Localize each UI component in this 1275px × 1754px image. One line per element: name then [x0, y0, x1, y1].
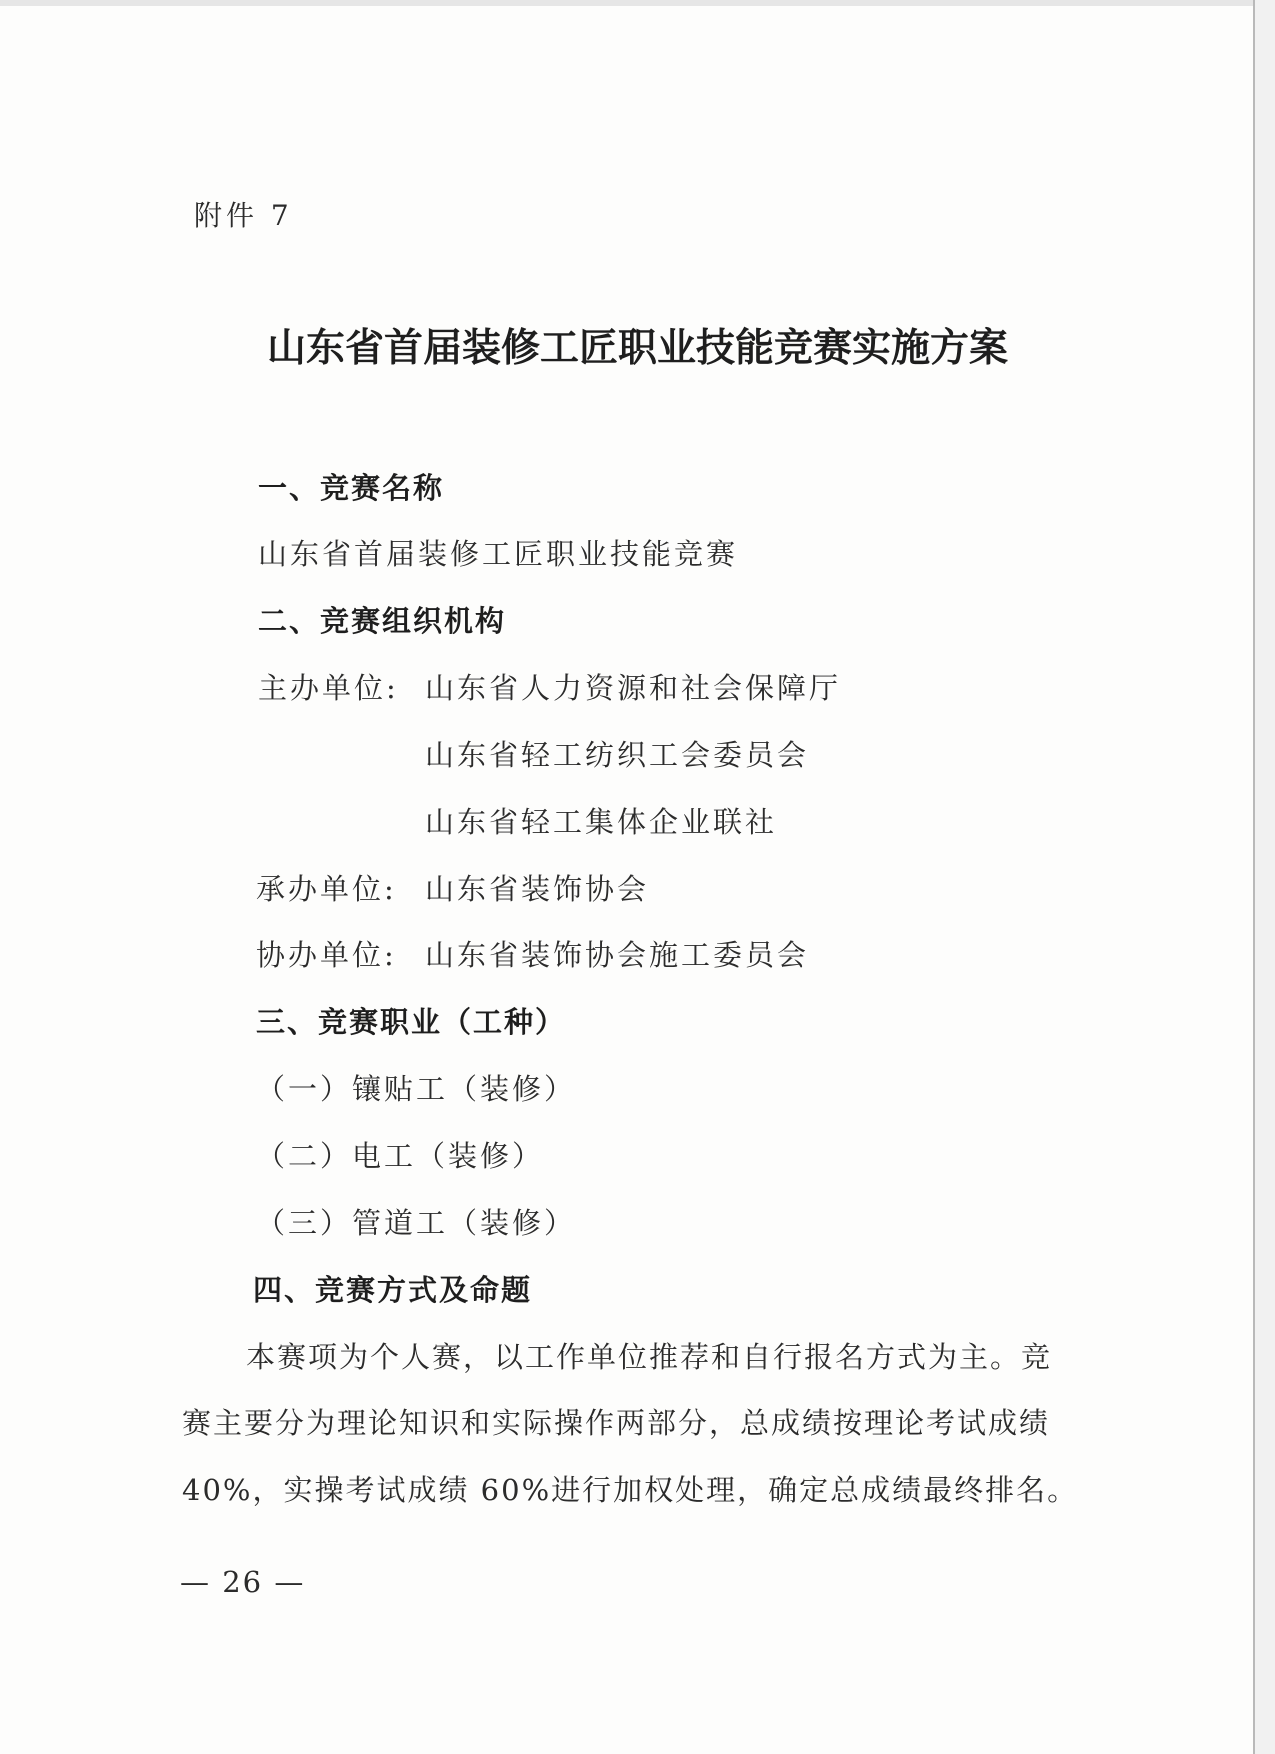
co-organizer: 山东省装饰协会施工委员会 [425, 938, 810, 972]
host-2: 山东省轻工纺织工会委员会 [425, 738, 810, 772]
section-3-heading: 三、竞赛职业（工种） [256, 1005, 567, 1039]
job-item-1: （一）镶贴工（装修） [256, 1072, 577, 1106]
paragraph-line-3: 40%，实操考试成绩 60%进行加权处理，确定总成绩最终排名。 [182, 1473, 1079, 1507]
paragraph-line-2: 赛主要分为理论知识和实际操作两部分，总成绩按理论考试成绩 [182, 1406, 1051, 1440]
host-3: 山东省轻工集体企业联社 [425, 805, 778, 839]
scan-top-edge [0, 0, 1255, 6]
section-2-heading: 二、竞赛组织机构 [258, 604, 507, 638]
host-label: 主办单位: [258, 671, 399, 705]
scan-right-margin [1255, 0, 1275, 1754]
scan-right-edge [1253, 0, 1255, 1754]
attachment-label: 附件 7 [194, 199, 293, 232]
host-1: 山东省人力资源和社会保障厅 [425, 671, 842, 705]
organizer-label: 承办单位: [256, 872, 397, 906]
organizer: 山东省装饰协会 [425, 872, 650, 906]
page-number: — 26 — [180, 1565, 306, 1599]
section-1-content: 山东省首届装修工匠职业技能竞赛 [258, 537, 739, 571]
paragraph-line-1: 本赛项为个人赛，以工作单位推荐和自行报名方式为主。竞 [246, 1340, 1053, 1374]
section-1-heading: 一、竞赛名称 [258, 471, 445, 505]
section-4-heading: 四、竞赛方式及命题 [253, 1273, 533, 1307]
job-item-2: （二）电工（装修） [256, 1139, 545, 1173]
co-organizer-label: 协办单位: [256, 938, 397, 972]
job-item-3: （三）管道工（装修） [256, 1206, 577, 1240]
document-title: 山东省首届装修工匠职业技能竞赛实施方案 [266, 326, 1008, 371]
